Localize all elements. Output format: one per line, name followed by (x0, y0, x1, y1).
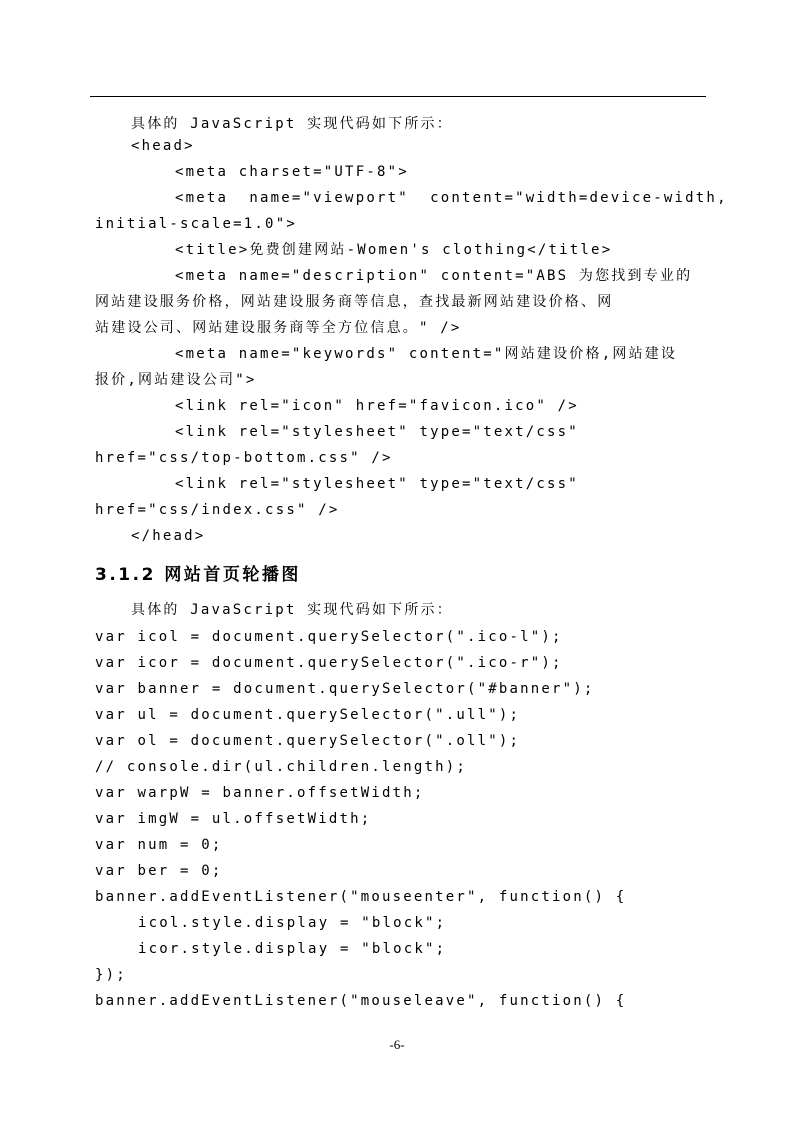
code-line: var num = 0; (95, 837, 223, 853)
code-line: var icor = document.querySelector(".ico-r"); (95, 655, 563, 671)
code-line: <meta charset="UTF-8"> (175, 164, 409, 180)
code-line: <link rel="icon" href="favicon.ico" /> (175, 398, 579, 414)
code-line: }); (95, 967, 127, 983)
code-line: 网站建设服务价格，网站建设服务商等信息，查找最新网站建设价格、网 (95, 294, 614, 310)
page-number: -6- (389, 1037, 405, 1052)
intro-text-2: 具体的 JavaScript 实现代码如下所示： (131, 602, 453, 618)
code-line: icor.style.display = "block"; (138, 941, 447, 957)
code-line: var ol = document.querySelector(".oll"); (95, 733, 521, 749)
header-rule (90, 96, 706, 97)
code-line: var ul = document.querySelector(".ull"); (95, 707, 521, 723)
code-line: var ber = 0; (95, 863, 223, 879)
code-line: var imgW = ul.offsetWidth; (95, 811, 372, 827)
code-line: <link rel="stylesheet" type="text/css" (175, 424, 579, 440)
code-line: // console.dir(ul.children.length); (95, 759, 468, 775)
section-heading: 3.1.2 网站首页轮播图 (95, 565, 301, 585)
code-line: initial-scale=1.0"> (95, 216, 297, 232)
intro-text-1: 具体的 JavaScript 实现代码如下所示： (131, 116, 453, 132)
code-line: icol.style.display = "block"; (138, 915, 447, 931)
code-line: <meta name="description" content="ABS 为您找到专业的 (175, 268, 693, 284)
code-line: var icol = document.querySelector(".ico-l"); (95, 629, 563, 645)
code-line: href="css/index.css" /> (95, 502, 340, 518)
code-line: 站建设公司、网站建设服务商等全方位信息。" /> (95, 320, 462, 336)
code-line: 报价,网站建设公司"> (95, 372, 257, 388)
code-line: <meta name="keywords" content="网站建设价格,网站建设 (175, 346, 678, 362)
code-line: <link rel="stylesheet" type="text/css" (175, 476, 579, 492)
code-line: var warpW = banner.offsetWidth; (95, 785, 425, 801)
code-line: banner.addEventListener("mouseenter", function() { (95, 889, 627, 905)
code-line: </head> (131, 528, 206, 544)
code-line: var banner = document.querySelector("#banner"); (95, 681, 595, 697)
code-line: banner.addEventListener("mouseleave", function() { (95, 993, 627, 1009)
code-line: <title>免费创建网站-Women's clothing</title> (175, 242, 613, 258)
code-line: <meta name="viewport" content="width=device-width, (175, 190, 728, 206)
code-line: href="css/top-bottom.css" /> (95, 450, 393, 466)
code-line: <head> (131, 138, 195, 154)
